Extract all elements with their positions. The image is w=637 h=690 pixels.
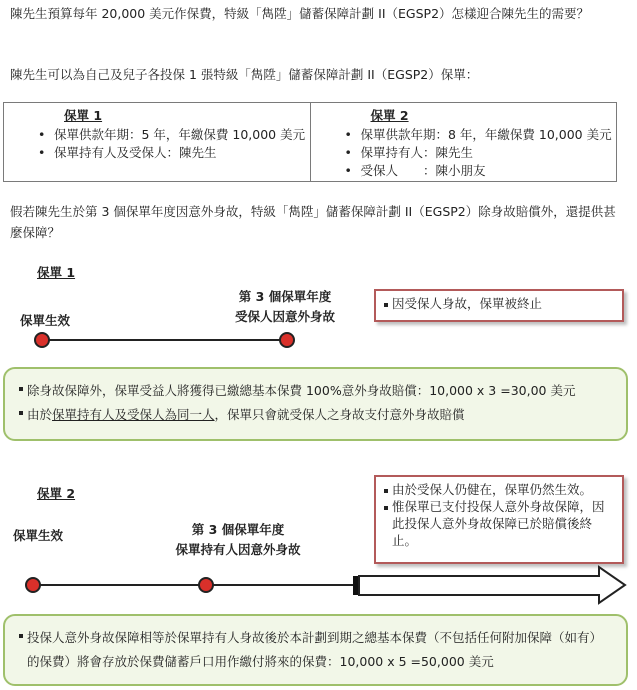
scenario-2-note-2: 惟保單已支付投保人意外身故保障，因此投保人意外身故保障已於賠償後終止。 <box>384 498 614 549</box>
scenario-1-timeline <box>42 339 288 341</box>
scenario-1-benefit-box <box>3 367 628 441</box>
scenario-2-event-label: 第 3 個保單年度 保單持有人因意外身故 <box>175 522 301 557</box>
scenario-2-heading: 保單 2 <box>37 486 76 501</box>
scenario-2-note-box <box>374 475 624 564</box>
intro-statement: 陳先生可以為自己及兒子各投保 1 張特級「雋陞」儲蓄保障計劃 II（EGSP2）保單： <box>10 67 479 82</box>
scenario-1-event-dot <box>279 332 295 348</box>
policy-1-item: • 保單供款年期：5 年，年繳保費 10,000 美元 <box>54 126 310 144</box>
scenario-1-start-dot <box>34 332 50 348</box>
scenario-2-benefit: 投保人意外身故保障相等於保單持有人身故後於本計劃到期之總基本保費（不包括任何附加保障（如有）的保費）將會存放於保費儲蓄戶口用作繳付將來的保費：10,000 x 5 =50,000 美元 <box>19 626 612 674</box>
scenario-1-event-label: 第 3 個保單年度 受保人因意外身故 <box>234 289 335 324</box>
policy-2-cell <box>310 103 617 182</box>
policies-table <box>3 102 617 182</box>
scenario-1-benefit-1: 除身故保障外，保單受益人將獲得已繳總基本保費 100%意外身故賠償：10,000 x 3 =30,00 美元 <box>19 379 612 403</box>
scenario-2-benefit-box <box>3 614 628 686</box>
scenario-1-benefit-2: 由於保單持有人及受保人為同一人，保單只會就受保人之身故支付意外身故賠償 <box>19 403 612 427</box>
scenario-1-note: 因受保人身故，保單被終止 <box>384 295 614 312</box>
future-arrow <box>359 567 625 603</box>
question-2: 假若陳先生於第 3 個保單年度因意外身故，特級「雋陞」儲蓄保障計劃 II（EGSP2）除身故賠償外，還提供甚麼保障？ <box>10 204 616 240</box>
scenario-2-start-label: 保單生效 <box>13 528 64 543</box>
intro-question: 陳先生預算每年 20,000 美元作保費，特級「雋陞」儲蓄保障計劃 II（EGSP2）怎樣迎合陳先生的需要？ <box>10 6 590 21</box>
scenario-2-start-dot <box>25 577 41 593</box>
policy-2-item: • 保單持有人：陳先生 <box>361 144 617 162</box>
policy-1-title: 保單 1 <box>64 108 103 123</box>
policy-1-cell <box>4 103 311 182</box>
scenario-1-heading: 保單 1 <box>37 265 76 280</box>
policy-2-item: • 受保人 ：陳小朋友 <box>361 162 617 180</box>
scenario-2-timeline <box>18 563 630 609</box>
scenario-2-note-1: 由於受保人仍健在，保單仍然生效。 <box>384 481 614 498</box>
policy-1-item: • 保單持有人及受保人：陳先生 <box>54 144 310 162</box>
scenario-1-start-label: 保單生效 <box>20 313 71 328</box>
scenario-2-event-dot <box>198 577 214 593</box>
policy-2-title: 保單 2 <box>370 108 409 123</box>
scenario-1-note-box <box>374 289 624 322</box>
policy-2-item: • 保單供款年期：8 年，年繳保費 10,000 美元 <box>361 126 617 144</box>
